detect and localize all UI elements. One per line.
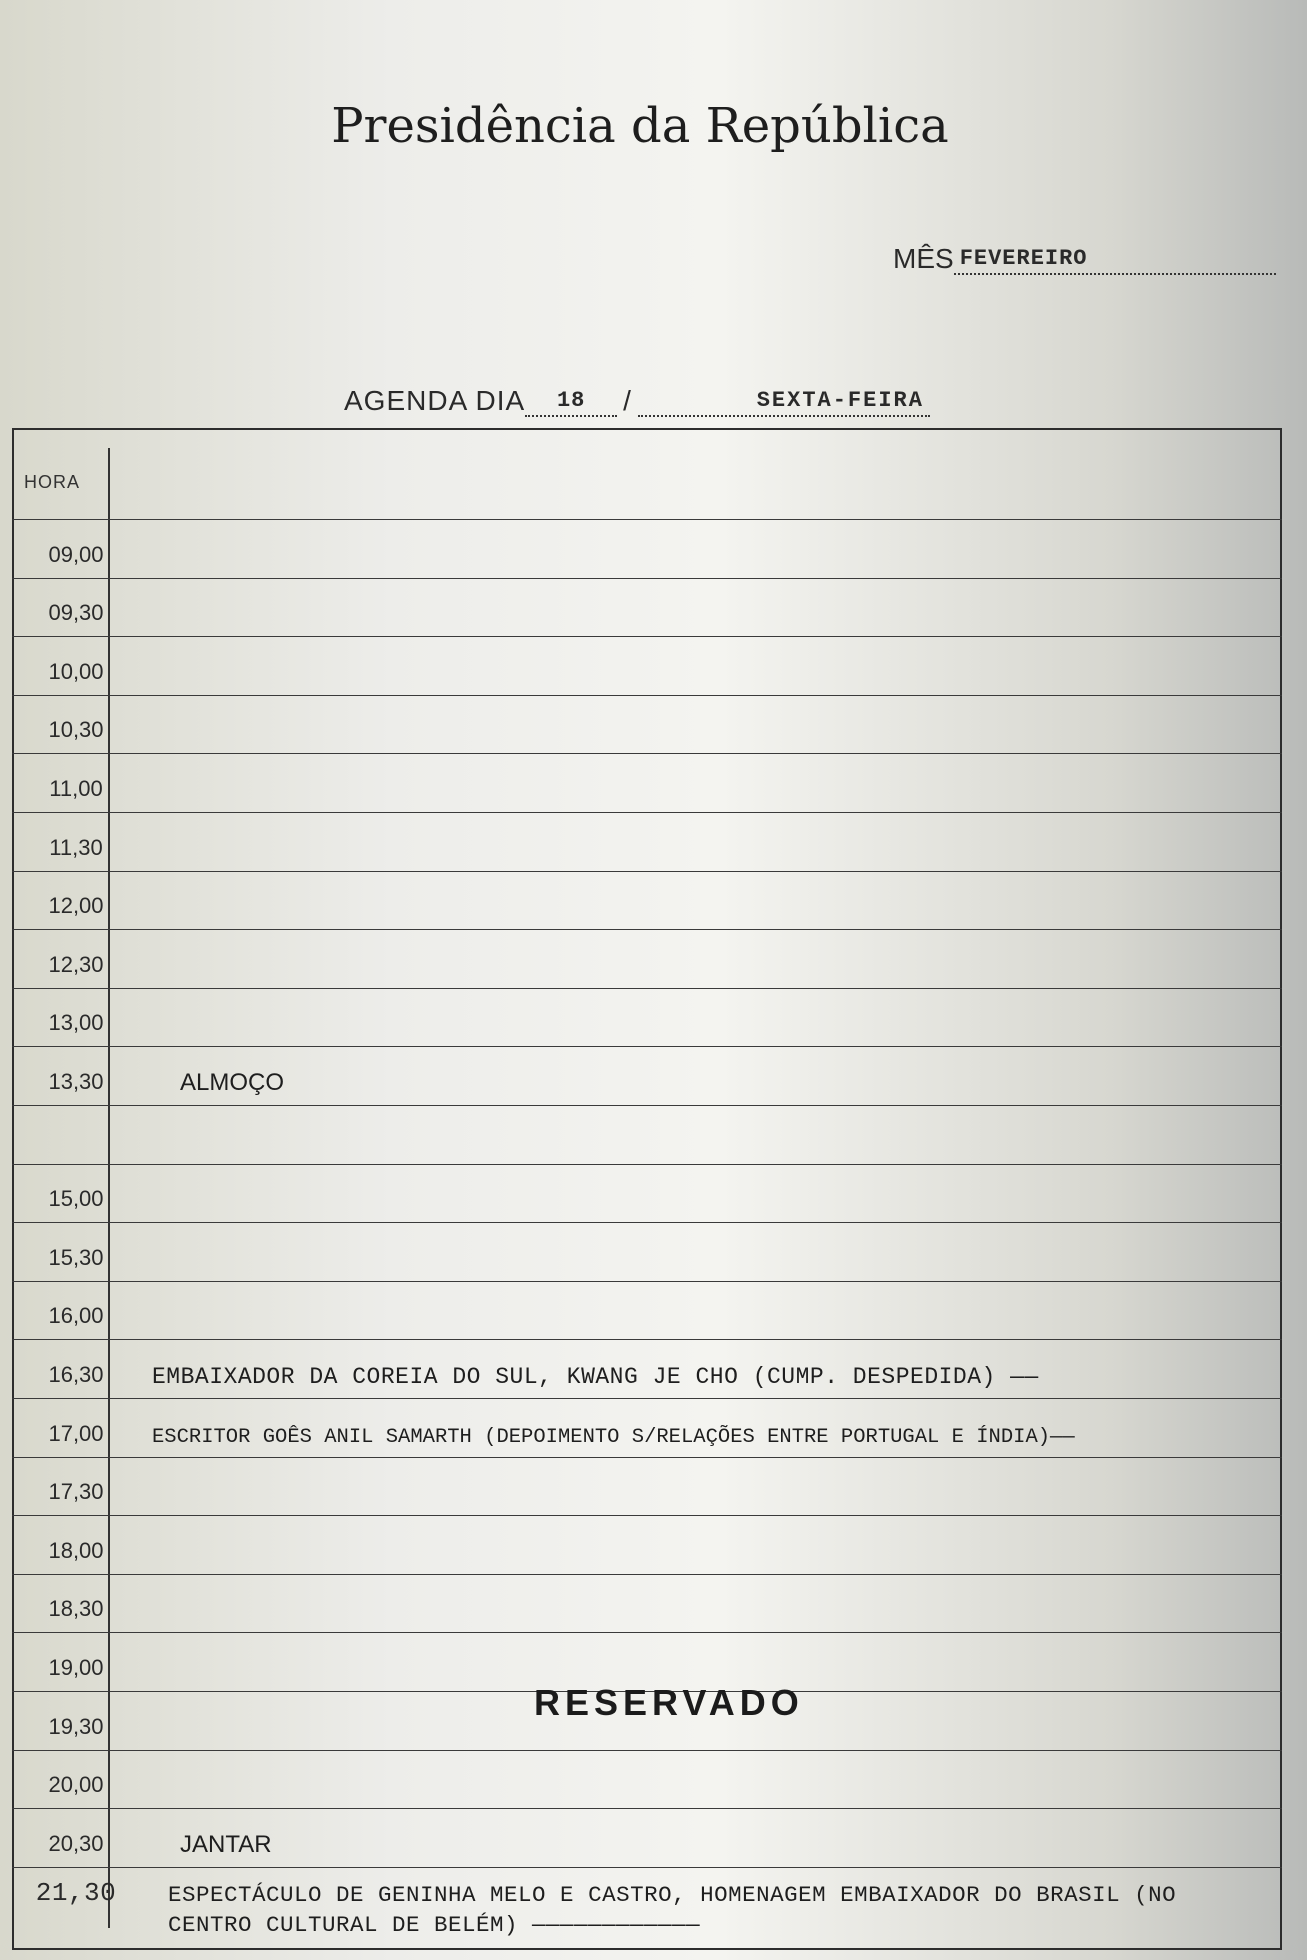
table-row bbox=[12, 1047, 1282, 1106]
row-entry: EMBAIXADOR DA COREIA DO SUL, KWANG JE CHO (CUMP. DESPEDIDA) —— bbox=[152, 1363, 1039, 1390]
table-row bbox=[12, 637, 1282, 696]
row-time: 15,30 bbox=[48, 1244, 104, 1270]
table-row bbox=[12, 1751, 1282, 1810]
row-time: 13,00 bbox=[48, 1010, 104, 1036]
row-time: 12,30 bbox=[48, 951, 104, 977]
agenda-day-value: 18 bbox=[525, 388, 617, 417]
row-time: 13,30 bbox=[48, 1068, 104, 1094]
row-time: 19,00 bbox=[48, 1654, 104, 1680]
table-row bbox=[12, 1575, 1282, 1634]
table-row bbox=[12, 520, 1282, 579]
table-row bbox=[12, 1106, 1282, 1165]
row-time: 09,30 bbox=[48, 600, 104, 626]
table-row bbox=[12, 1340, 1282, 1399]
table-row bbox=[12, 930, 1282, 989]
row-entry: JANTAR bbox=[180, 1830, 272, 1858]
row-time: 19,30 bbox=[48, 1713, 104, 1739]
row-time: 11,30 bbox=[49, 834, 103, 860]
table-row bbox=[12, 754, 1282, 813]
table-row bbox=[12, 579, 1282, 638]
row-time: 21,30 bbox=[35, 1877, 117, 1908]
table-row bbox=[12, 1165, 1282, 1224]
table-row bbox=[12, 1399, 1282, 1458]
row-time: 09,00 bbox=[48, 541, 104, 567]
agenda-separator: / bbox=[623, 385, 632, 416]
row-time: 17,30 bbox=[48, 1479, 104, 1505]
row-time: 11,00 bbox=[49, 775, 103, 801]
month-field bbox=[893, 243, 1276, 275]
row-time: 18,00 bbox=[48, 1537, 104, 1563]
row-entry: ALMOÇO bbox=[180, 1068, 285, 1096]
month-value: FEVEREIRO bbox=[954, 246, 1276, 275]
month-label: MÊS bbox=[893, 243, 954, 274]
agenda-day-field bbox=[344, 385, 930, 417]
reserved-stamp: RESERVADO bbox=[534, 1682, 804, 1723]
row-entry: ESCRITOR GOÊS ANIL SAMARTH (DEPOIMENTO S/RELAÇÕES ENTRE PORTUGAL E ÍNDIA)—— bbox=[152, 1425, 1075, 1449]
table-row bbox=[12, 989, 1282, 1048]
row-entry: ESPECTÁCULO DE GENINHA MELO E CASTRO, HOMENAGEM EMBAIXADOR DO BRASIL (NO CENTRO CULTURAL DE BELÉM) ———————————— bbox=[168, 1881, 1177, 1938]
table-row bbox=[12, 696, 1282, 755]
agenda-label: AGENDA DIA bbox=[344, 385, 526, 416]
table-row bbox=[12, 1282, 1282, 1341]
table-row bbox=[12, 1868, 1282, 1942]
agenda-weekday-value: SEXTA-FEIRA bbox=[638, 388, 930, 417]
row-time: 17,00 bbox=[48, 1420, 104, 1446]
page-title: Presidência da República bbox=[331, 98, 949, 154]
row-time: 20,00 bbox=[48, 1772, 104, 1798]
table-row bbox=[12, 1516, 1282, 1575]
row-time: 20,30 bbox=[48, 1830, 104, 1856]
row-time: 18,30 bbox=[48, 1596, 104, 1622]
row-time: 10,00 bbox=[48, 658, 104, 684]
table-row bbox=[12, 813, 1282, 872]
row-time: 10,30 bbox=[48, 717, 104, 743]
row-time: 15,00 bbox=[48, 1186, 104, 1212]
row-time: 16,30 bbox=[48, 1361, 104, 1387]
hora-column-header: HORA bbox=[24, 472, 81, 492]
row-time: 12,00 bbox=[48, 893, 104, 919]
table-row bbox=[12, 872, 1282, 931]
table-row bbox=[12, 1223, 1282, 1282]
table-row bbox=[12, 1458, 1282, 1517]
row-time: 16,00 bbox=[48, 1303, 104, 1329]
table-row bbox=[12, 1809, 1282, 1868]
header-row bbox=[12, 428, 1282, 520]
